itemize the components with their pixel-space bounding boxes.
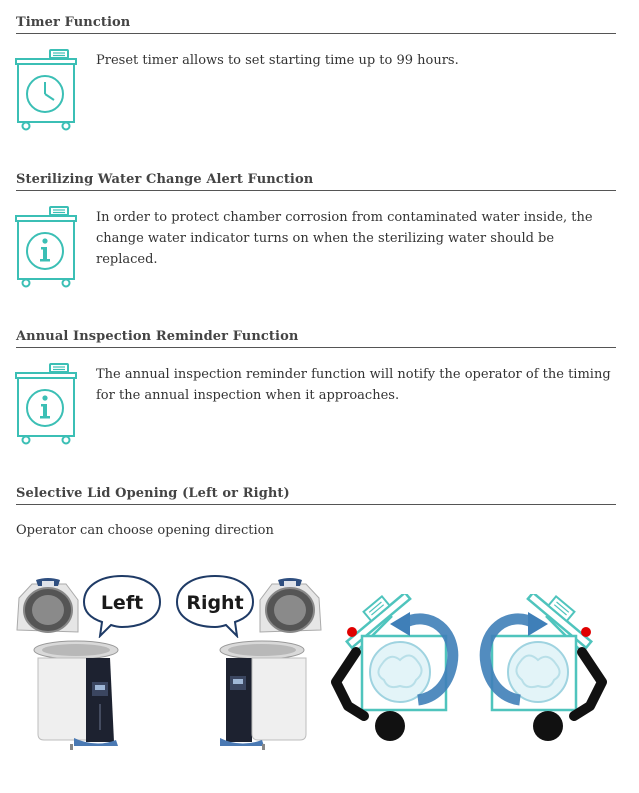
autoclave-right-open-image [216,578,324,750]
left-speech-bubble [80,574,164,638]
right-label: Right [186,592,244,614]
timer-function-text: Preset timer allows to set starting time up to 99 hours. [96,53,459,68]
timer-function-title: Timer Function [16,15,616,34]
info-icon [15,206,77,288]
timer-icon [15,49,77,131]
lid-opening-title: Selective Lid Opening (Left or Right) [16,486,616,505]
annual-inspection-text: The annual inspection reminder function will notify the operator of the timing for the annual inspection when it approaches. [96,367,611,403]
lid-opening-text: Operator can choose opening direction [16,523,274,538]
water-alert-text: In order to protect chamber corrosion from contaminated water inside, the change water indicator turns on when the sterilizing water should be replaced. [96,210,593,267]
info-icon [15,363,77,445]
water-alert-title: Sterilizing Water Change Alert Function [16,172,616,191]
right-opening-diagram [472,594,612,744]
annual-inspection-title: Annual Inspection Reminder Function [16,329,616,348]
left-label: Left [100,592,144,614]
left-opening-diagram [330,594,462,744]
